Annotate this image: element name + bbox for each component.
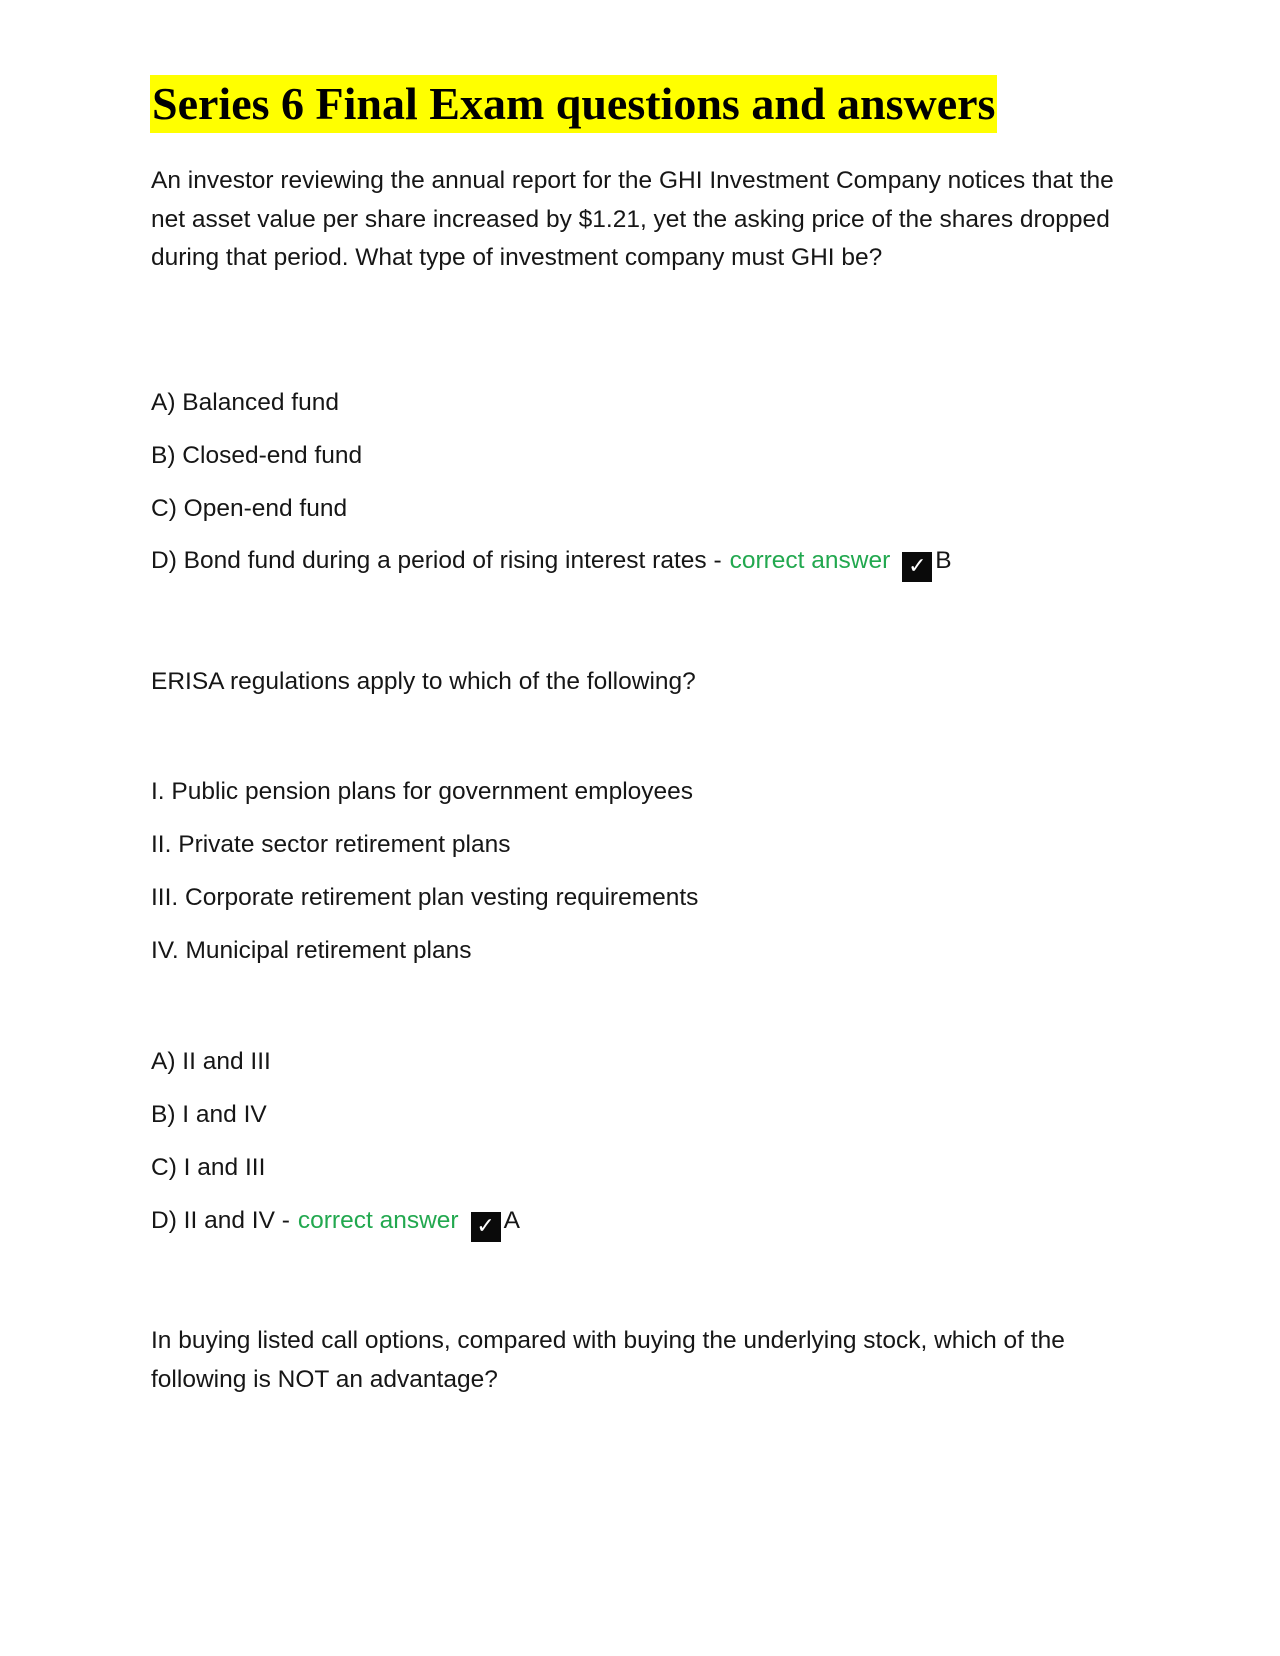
q1-correct-answer-label: correct answer xyxy=(729,547,891,574)
q2-option-b: B) I and IV xyxy=(151,1101,267,1128)
question-2-text: ERISA regulations apply to which of the following? xyxy=(151,668,696,695)
q2-statement-3: III. Corporate retirement plan vesting requirements xyxy=(151,884,699,911)
question-3-text: In buying listed call options, compared with buying the underlying stock, which of the following is NOT an advantage? xyxy=(151,1327,1065,1393)
q2-correct-answer-label: correct answer xyxy=(297,1207,459,1234)
q1-option-d: D) Bond fund during a period of rising interest rates - xyxy=(151,547,722,574)
q1-option-b: B) Closed-end fund xyxy=(151,442,363,469)
q2-answer-value: A xyxy=(503,1207,520,1234)
q2-statement-2: II. Private sector retirement plans xyxy=(151,831,511,858)
q2-option-c: C) I and III xyxy=(151,1154,266,1181)
q1-answer-value: B xyxy=(935,547,952,574)
q2-option-d-line xyxy=(151,1202,520,1242)
check-icon: ✓ xyxy=(902,552,932,582)
q1-option-a: A) Balanced fund xyxy=(151,389,339,416)
q1-option-d-line xyxy=(151,542,952,582)
document-title: Series 6 Final Exam questions and answers xyxy=(150,75,997,133)
q2-option-a: A) II and III xyxy=(151,1048,271,1075)
q2-option-d: D) II and IV - xyxy=(151,1207,290,1234)
question-1-text: An investor reviewing the annual report for the GHI Investment Company notices that the net asset value per share increased by $1.21, yet the asking price of the shares dropped during that period. What type of investment company must GHI be? xyxy=(151,167,1114,271)
q2-statement-4: IV. Municipal retirement plans xyxy=(151,937,472,964)
q2-statement-1: I. Public pension plans for government employees xyxy=(151,778,694,805)
q1-option-c: C) Open-end fund xyxy=(151,495,348,522)
check-icon: ✓ xyxy=(471,1212,501,1242)
